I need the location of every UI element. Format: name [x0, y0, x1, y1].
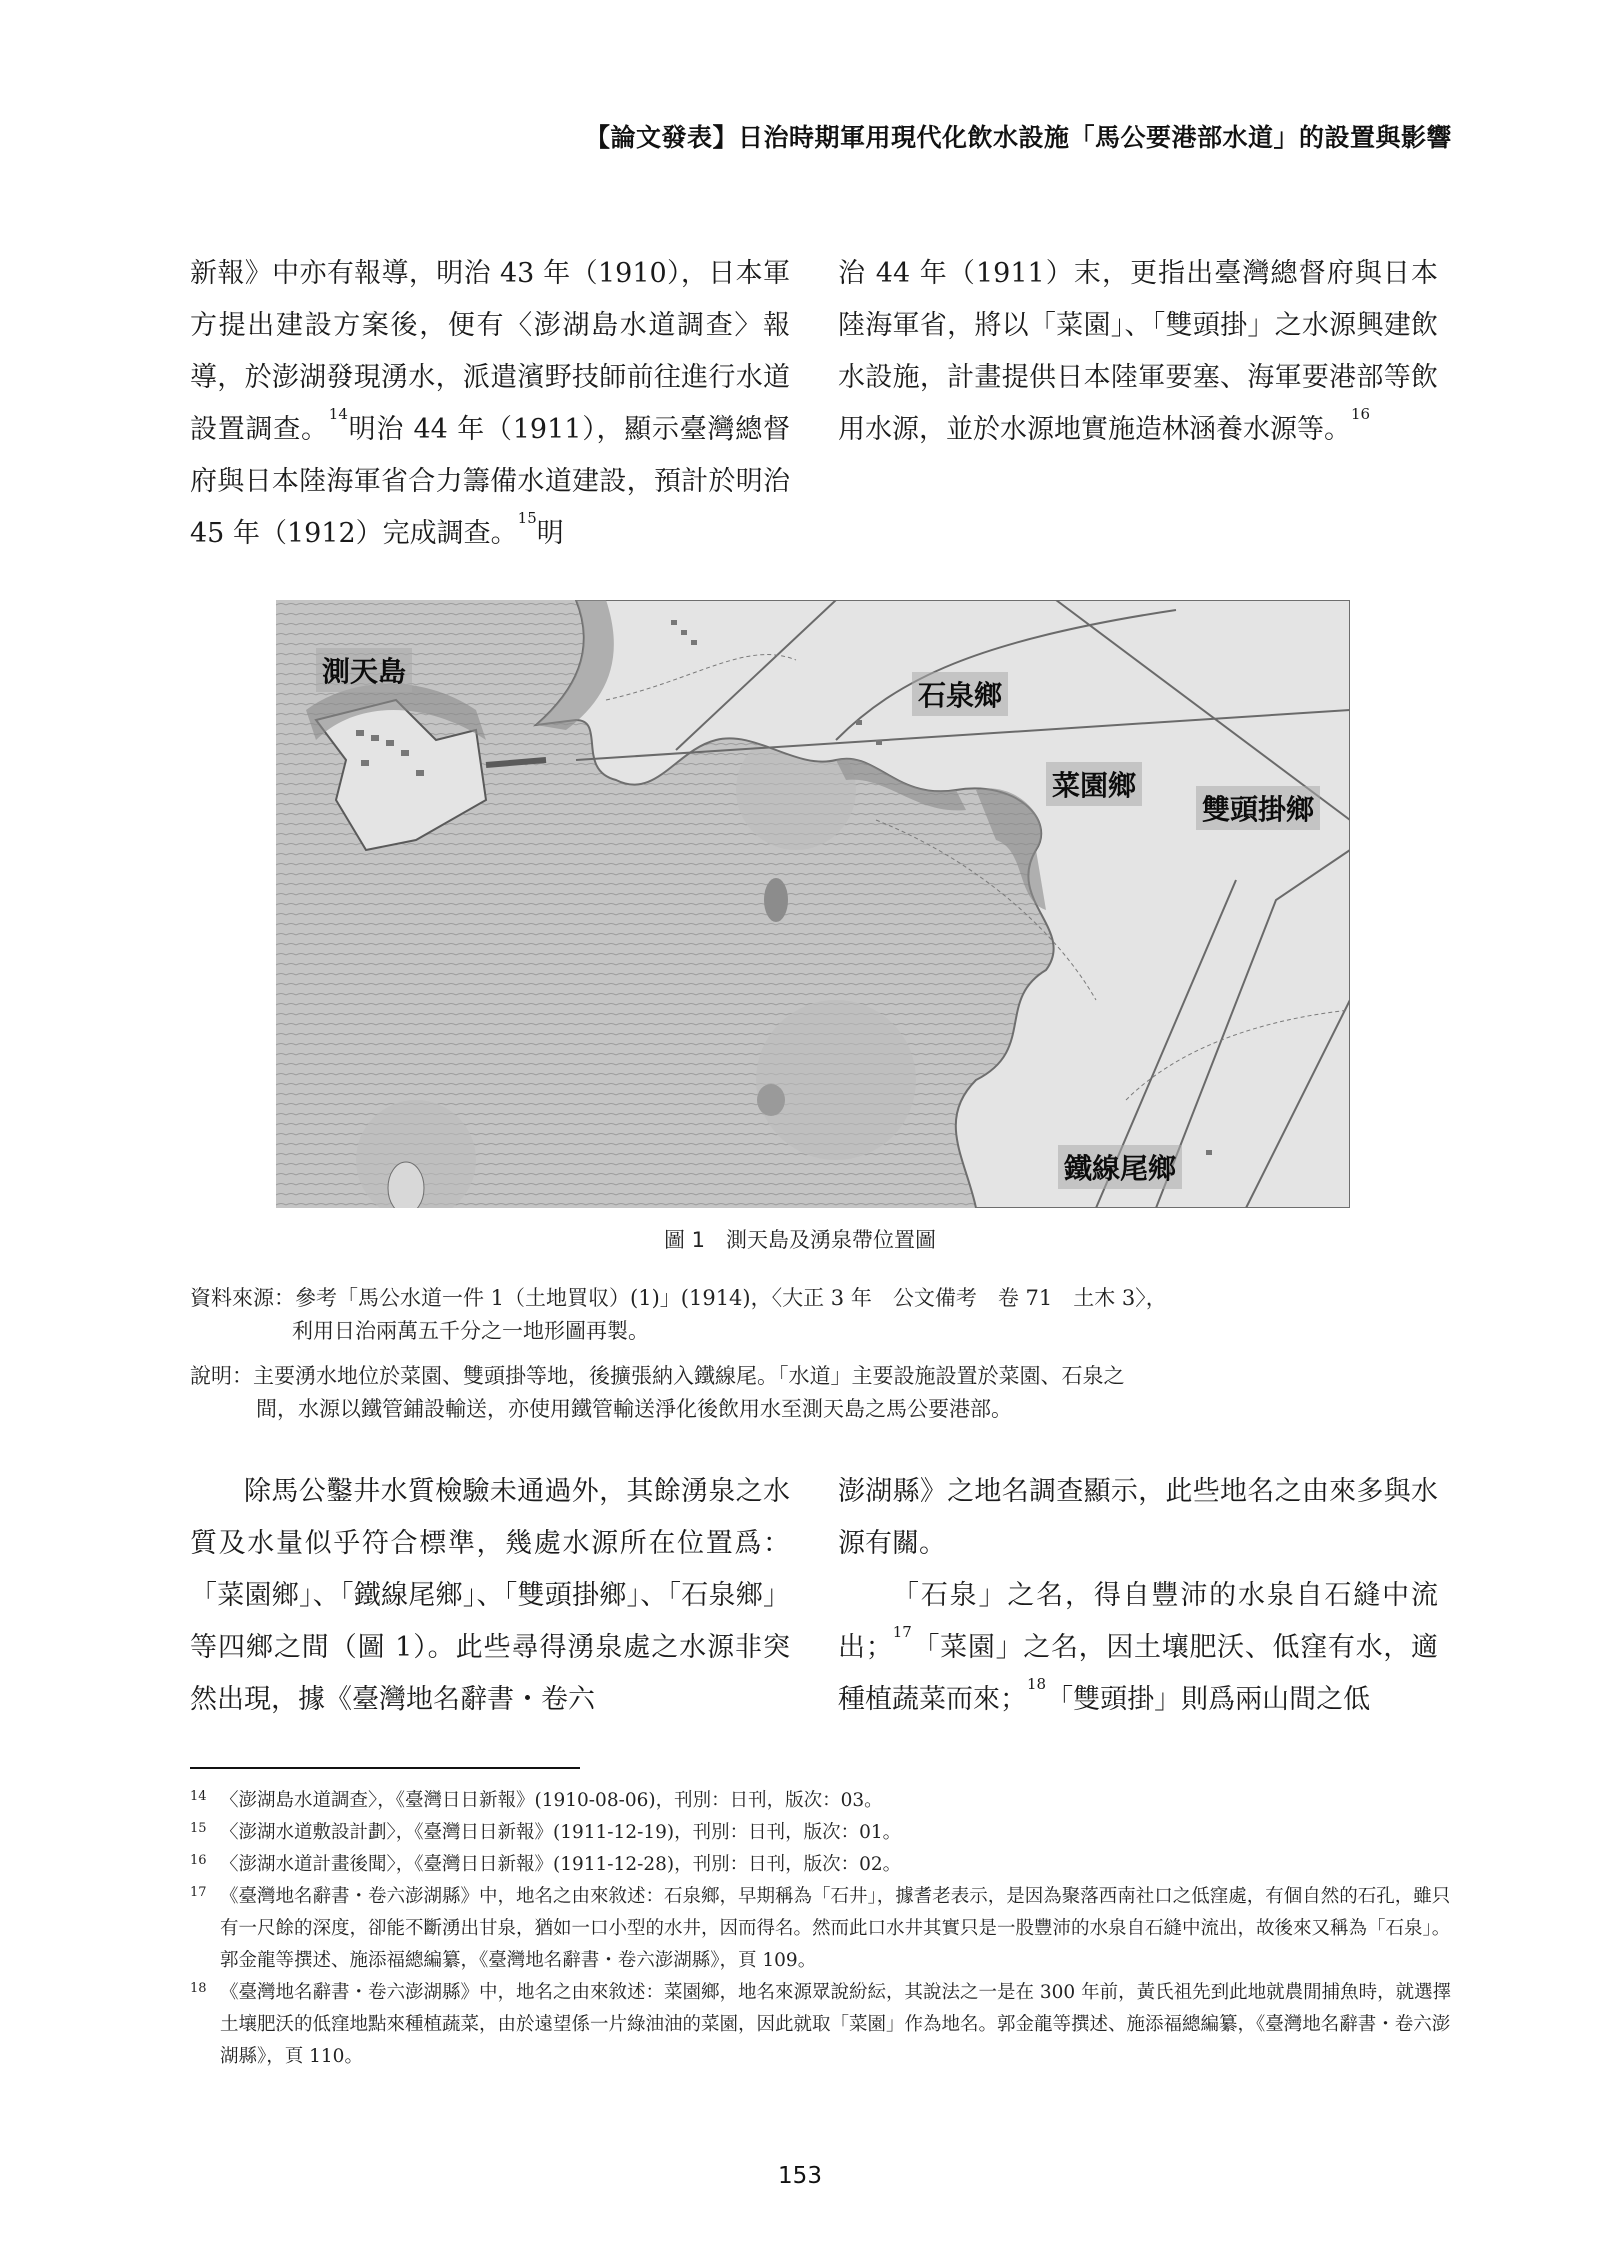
body-column-right-bottom: [838, 1466, 1438, 1726]
body-text: 「菜園」之名，因土壤肥沃、低窪有水，適種植蔬菜而來；: [838, 1632, 1439, 1715]
footnote-number: 15: [190, 1821, 207, 1836]
footnote-divider: [190, 1767, 580, 1769]
footnote-item: [190, 1849, 1455, 1881]
map-label-shiquan: 石泉鄉: [912, 672, 1008, 716]
explain-text: 主要湧水地位於菜園、雙頭掛等地，後擴張納入鐵線尾。「水道」主要設施設置於菜園、石泉之: [253, 1364, 1125, 1388]
figure-caption: 圖 1 測天島及湧泉帶位置圖: [663, 1228, 937, 1252]
body-text: 明: [536, 518, 564, 549]
footnote-text: 《臺灣地名辭書・卷六澎湖縣》中，地名之由來敘述：菜園鄉，地名來源眾說紛紜，其說法之一是在 300 年前，黃氏祖先到此地就農閒捕魚時，就選擇土壤肥沃的低窪地點來種植蔬菜，由於遠望係一片綠油油的菜園，因此就取「菜園」作為地名。郭金龍等撰述、施添福總編纂，《臺灣地名辭書・卷六澎湖縣》，頁 110。: [220, 1982, 1452, 2067]
body-text: 「雙頭掛」則爲兩山間之低: [1046, 1684, 1371, 1715]
map-label-shuangtougua: 雙頭掛鄉: [1196, 786, 1320, 830]
footnote-item: [190, 1881, 1455, 1977]
source-text-cont: 利用日治兩萬五千分之一地形圖再製。: [292, 1319, 649, 1343]
body-column-left-bottom: [190, 1466, 790, 1726]
footnote-number: 17: [190, 1885, 207, 1900]
footnote-item: [190, 1785, 1455, 1817]
footnote-ref[interactable]: 15: [517, 509, 537, 527]
source-text: 參考「馬公水道一件 1（土地買収）(1)」(1914)，〈大正 3 年 公文備考 卷 71 土木 3〉，: [295, 1286, 1167, 1310]
map-label-caiyuan: 菜園鄉: [1046, 762, 1142, 806]
footnote-text: 〈澎湖水道計畫後聞〉，《臺灣日日新報》(1911-12-28)，刊別：日刊，版次：02。: [220, 1854, 902, 1875]
footnote-ref[interactable]: 14: [328, 405, 348, 423]
footnote-item: [190, 1817, 1455, 1849]
map-label-cetian-island: 測天島: [316, 648, 412, 692]
body-column-right-top: [838, 248, 1438, 456]
footnote-text: 〈澎湖島水道調查〉，《臺灣日日新報》(1910-08-06)，刊別：日刊，版次：03。: [220, 1790, 883, 1811]
body-text: 澎湖縣》之地名調查顯示，此些地名之由來多與水源有關。: [838, 1476, 1438, 1559]
source-label: 資料來源：: [190, 1286, 295, 1310]
figure-source-note: [190, 1282, 1460, 1348]
footnote-item: [190, 1977, 1455, 2073]
body-text: 明治 44 年（1911），顯示臺灣總督府與日本陸海軍省合力籌備水道建設，預計於明治 45 年（1912）完成調查。: [190, 414, 791, 549]
footnote-number: 18: [190, 1981, 207, 1996]
footnote-ref[interactable]: 18: [1027, 1675, 1047, 1693]
body-text: 除馬公鑿井水質檢驗未通過外，其餘湧泉之水質及水量似乎符合標準，幾處水源所在位置爲：「菜園鄉」、「鐵線尾鄉」、「雙頭掛鄉」、「石泉鄉」等四鄉之間（圖 1）。此些尋得湧泉處之水源非突然出現，據《臺灣地名辭書・卷六: [190, 1476, 790, 1715]
footnote-number: 14: [190, 1789, 207, 1804]
footnote-number: 16: [190, 1853, 207, 1868]
figure-map: [276, 600, 1350, 1208]
running-head: 【論文發表】日治時期軍用現代化飲水設施「馬公要港部水道」的設置與影響: [584, 123, 1452, 152]
explain-label: 說明：: [190, 1364, 253, 1388]
footnote-text: 《臺灣地名辭書・卷六澎湖縣》中，地名之由來敘述：石泉鄉，早期稱為「石井」，據耆老表示，是因為聚落西南社口之低窪處，有個自然的石孔，雖只有一尺餘的深度，卻能不斷湧出甘泉，猶如一口小型的水井，因而得名。然而此口水井其實只是一股豐沛的水泉自石縫中流出，故後來又稱為「石泉」。郭金龍等撰述、施添福總編纂，《臺灣地名辭書・卷六澎湖縣》，頁 109。: [220, 1886, 1451, 1971]
explain-text-cont: 間，水源以鐵管鋪設輸送，亦使用鐵管輸送淨化後飲用水至測天島之馬公要港部。: [256, 1397, 1012, 1421]
footnote-text: 〈澎湖水道敷設計劃〉，《臺灣日日新報》(1911-12-19)，刊別：日刊，版次：01。: [220, 1822, 902, 1843]
map-label-tiexianwei: 鐵線尾鄉: [1058, 1145, 1182, 1189]
topographic-map-image: [276, 600, 1350, 1208]
footnote-ref[interactable]: 16: [1351, 405, 1371, 423]
footnotes: [190, 1785, 1455, 2073]
figure-explanation-note: [190, 1360, 1460, 1426]
body-text: 「石泉」之名，得自豐沛的水泉自石縫中流出；: [838, 1580, 1438, 1663]
body-column-left-top: [190, 248, 790, 560]
body-text: 治 44 年（1911）末，更指出臺灣總督府與日本陸海軍省，將以「菜園」、「雙頭掛」之水源興建飲水設施，計畫提供日本陸軍要塞、海軍要港部等飲用水源，並於水源地實施造林涵養水源等。: [838, 258, 1438, 445]
footnote-ref[interactable]: 17: [892, 1623, 912, 1641]
page-number: 153: [778, 2163, 822, 2189]
body-text: 新報》中亦有報導，明治 43 年（1910），日本軍方提出建設方案後，便有〈澎湖島水道調查〉報導，於澎湖發現湧水，派遣濱野技師前往進行水道設置調查。: [190, 258, 790, 445]
